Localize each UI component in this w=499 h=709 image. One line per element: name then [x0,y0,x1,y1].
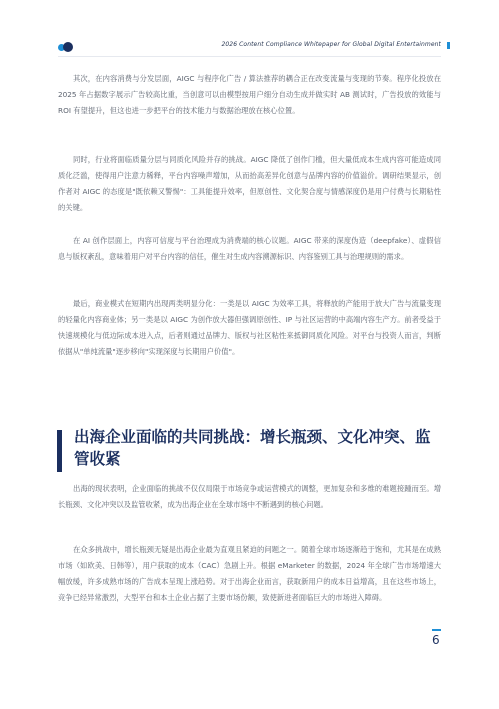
paragraph-5: 出海的现状表明，企业面临的挑战不仅仅局限于市场竞争或运营模式的调整，更加复杂和多维的难题接踵而至。增长瓶颈、文化冲突以及监管收紧，成为出海企业在全球市场中不断遇到的核心问题。 [58,484,441,509]
paragraph-4: 最后，商业模式在短期内出现两类明显分化：一类是以 AIGC 为效率工具，将释放的产能用于放大广告与流量变现的轻量化内容商业体；另一类是以 AIGC 为创作放大器但强调原创性、IP 与社区运营的中高端内容生产方。前者受益于快速规模化与低边际成本进入点，后者则通过品牌力、版权与社区粘性来抵御同质化风险。对平台与投资人而言，判断依据从"单纯流量"逐步移向"实现深度与长期用户价值"。 [58,299,441,356]
paragraph-1: 其次，在内容消费与分发层面，AIGC 与程序化广告 / 算法推荐的耦合正在改变流量与变现的节奏。程序化投放在 2025 年占据数字展示广告较高比重，当创意可以由模型按用户细分自动生成并做实时 AB 测试时，广告投放的效能与 ROI 有望提升，但这也进一步把平台的技术能力与数据治理放在核心位置。 [58,74,441,115]
paragraph-6: 在众多挑战中，增长瓶颈无疑是出海企业最为直观且紧迫的问题之一。随着全球市场逐渐趋于饱和，尤其是在成熟市场（如欧美、日韩等），用户获取的成本（CAC）急剧上升。根据 eMarketer 的数据，2024 年全球广告市场增速大幅放缓，许多成熟市场的广告成本呈现上涨趋势。对于出海企业而言，获取新用户的成本日益增高，且在这些市场上，竞争已经异常激烈，大型平台和本土企业占据了主要市场份额，致使新进者面临巨大的市场进入障碍。 [58,545,441,602]
page-number-accent [432,629,441,631]
paragraph-3: 在 AI 创作层面上，内容可信度与平台治理成为消费端的核心议题。AIGC 带来的深度伪造（deepfake）、虚假信息与版权紊乱，意味着用户对平台内容的信任，催生对生成内容溯源标识、内容鉴别工具与治理规则的需求。 [58,236,441,261]
brand-logo [58,42,74,52]
section-accent-bar [57,430,62,472]
header-divider [58,56,441,57]
header-accent-bar [447,42,450,49]
page-number: 6 [432,633,440,647]
running-header-title: 2026 Content Compliance Whitepaper for Global Digital Entertainment [221,41,441,48]
paragraph-2: 同时，行业将面临质量分层与同质化风险并存的挑战。AIGC 降低了创作门槛，但大量低成本生成内容可能造成同质化泛滥，使得用户注意力稀释，平台内容噪声增加，从而抬高差异化创意与品牌内容的价值溢价。调研结果显示，创作者对 AIGC 的态度是"既依赖又警惕"：工具能提升效率，但原创性、文化契合度与情感深度仍是用户付费与长期粘性的关键。 [58,155,441,212]
logo-dot-dark [63,42,73,52]
section-heading: 出海企业面临的共同挑战：增长瓶颈、文化冲突、监管收紧 [74,428,431,468]
